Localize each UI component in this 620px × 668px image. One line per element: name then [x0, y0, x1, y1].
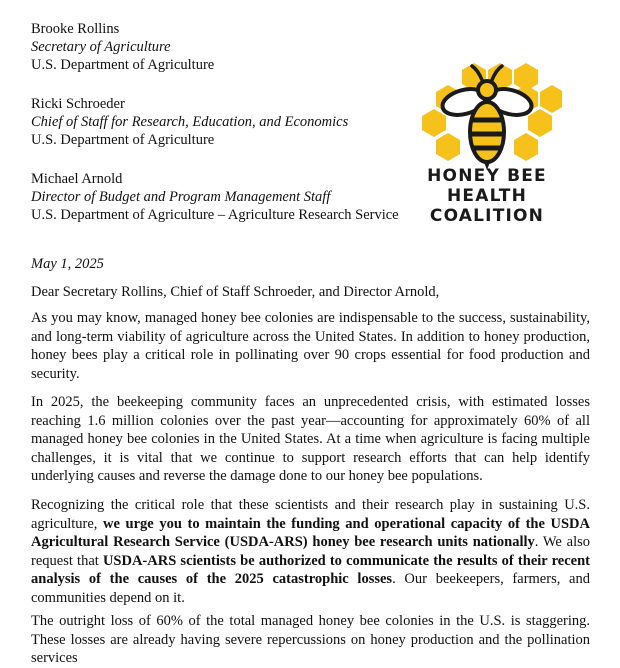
- recipient-name: Michael Arnold: [31, 171, 123, 187]
- paragraph-emphasis-2: USDA-ARS scientists be authorized to communicate the results of their recent analysis of the causes of the 2025 catastrophic losses: [31, 552, 590, 588]
- recipient-name: Brooke Rollins: [31, 21, 120, 37]
- recipient-name: Ricki Schroeder: [31, 96, 125, 112]
- paragraph-emphasis-1: we urge you to maintain the funding and operational capacity of the USDA Agricultural Research Service (USDA-ARS) honey bee research units nationally: [31, 515, 590, 551]
- letter-date: May 1, 2025: [31, 256, 104, 272]
- body-paragraph-1: As you may know, managed honey bee colonies are indispensable to the success, sustainability, and long-term viability of agriculture across the United States. In addition to honey production, honey bees play a critical role in pollinating over 90 crops essential for food production and security.: [31, 310, 590, 382]
- paragraph-text: Recognizing the critical role that these scientists and their research play in sustaining U.S. agriculture,: [31, 497, 590, 532]
- recipient-block-1: [31, 20, 214, 74]
- recipient-org: U.S. Department of Agriculture: [31, 57, 215, 73]
- logo-line-2: HEALTH: [446, 186, 528, 206]
- recipient-title: Director of Budget and Program Management Staff: [31, 189, 331, 205]
- recipient-block-2: [31, 95, 348, 149]
- recipient-org: U.S. Department of Agriculture: [31, 132, 215, 148]
- body-paragraph-4: The outright loss of 60% of the total managed honey bee colonies in the U.S. is staggering. These losses are already having severe repercussions on honey production and the pollination services: [31, 613, 590, 667]
- recipient-title: Secretary of Agriculture: [31, 39, 171, 55]
- logo-wordmark: [412, 166, 562, 226]
- letter-greeting: Dear Secretary Rollins, Chief of Staff Schroeder, and Director Arnold,: [31, 284, 440, 300]
- paragraph-text: . We also request that: [31, 534, 590, 569]
- recipient-block-3: [31, 170, 399, 224]
- paragraph-text: . Our beekeepers, farmers, and communities depend on it.: [31, 571, 590, 606]
- recipient-org: U.S. Department of Agriculture – Agriculture Research Service: [31, 207, 399, 223]
- body-paragraph-2: In 2025, the beekeeping community faces an unprecedented crisis, with estimated losses reaching 1.6 million colonies over the past year—accounting for approximately 60% of all managed honey bee colonies in the United States. At a time when agriculture is facing multiple challenges, it is vital that we continue to support research efforts that can help identify underlying causes and reverse the damage done to our honey bee populations.: [31, 394, 590, 485]
- logo-line-1: HONEY BEE: [427, 166, 547, 186]
- recipient-title: Chief of Staff for Research, Education, and Economics: [31, 114, 349, 130]
- body-paragraph-3: [31, 496, 590, 608]
- logo-line-3: COALITION: [429, 206, 545, 226]
